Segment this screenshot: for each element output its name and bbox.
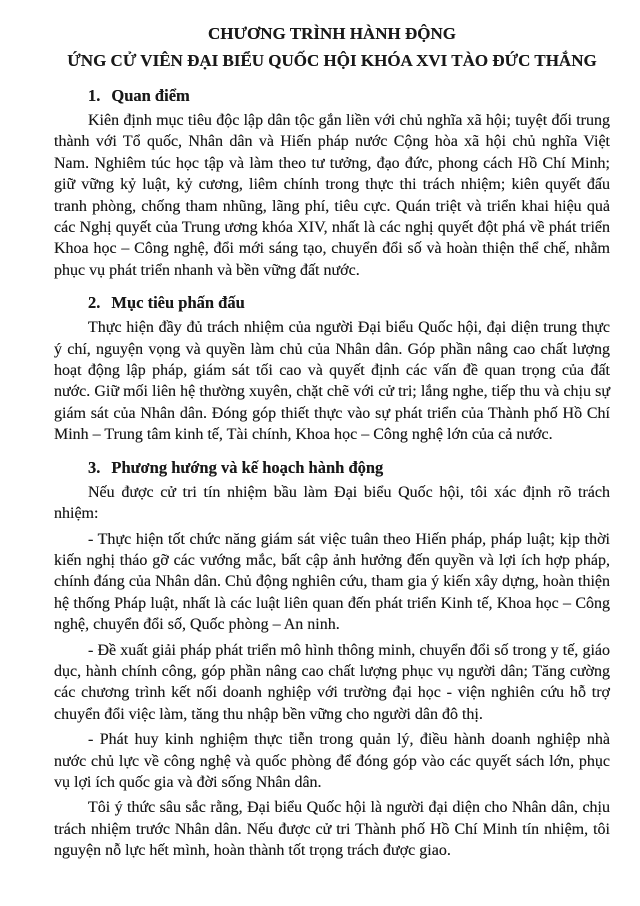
section-number: 2. [88, 293, 101, 313]
section-heading [54, 85, 610, 106]
paragraph: - Phát huy kinh nghiệm thực tiễn trong quản lý, điều hành doanh nghiệp nhà nước chủ lực về công nghệ và quốc phòng để đóng góp vào các quyết sách lớn, phục vụ lợi ích quốc gia và đời sống Nhân dân. [54, 731, 610, 791]
document-title-line-1: CHƯƠNG TRÌNH HÀNH ĐỘNG [208, 24, 456, 43]
paragraph: Thực hiện đầy đủ trách nhiệm của người Đại biểu Quốc hội, đại diện trung thực ý chí, nguyện vọng và quyền làm chủ của Nhân dân. Góp phần nâng cao chất lượng hoạt động lập pháp, giám sát tối cao và quyết định các vấn đề quan trọng của đất nước. Giữ mối liên hệ thường xuyên, chặt chẽ với cử tri; lắng nghe, tiếp thu và chịu sự giám sát của Nhân dân. Đóng góp thiết thực vào sự phát triển của Thành phố Hồ Chí Minh – Trung tâm kinh tế, Tài chính, Khoa học – Công nghệ lớn của cả nước. [54, 319, 610, 444]
section-title: Phương hướng và kế hoạch hành động [111, 457, 384, 477]
document-title-line-2: ỨNG CỬ VIÊN ĐẠI BIỂU QUỐC HỘI KHÓA XVI TÀO ĐỨC THẮNG [67, 51, 597, 70]
paragraph: Kiên định mục tiêu độc lập dân tộc gắn liền với chủ nghĩa xã hội; tuyệt đối trung thành với Tổ quốc, Nhân dân và Hiến pháp nước Cộng hòa xã hội chủ nghĩa Việt Nam. Nghiêm túc học tập và làm theo tư tưởng, đạo đức, phong cách Hồ Chí Minh; giữ vững kỷ luật, kỷ cương, liêm chính trong thực thi trách nhiệm; kiên quyết đấu tranh phòng, chống tham nhũng, lãng phí, tiêu cực. Quán triệt và triển khai hiệu quả các Nghị quyết của Trung ương khóa XIV, nhất là các nghị quyết đột phá về phát triển Khoa học – Công nghệ, đổi mới sáng tạo, chuyển đổi số và hoàn thiện thể chế, nhằm phục vụ phát triển nhanh và bền vững đất nước. [54, 112, 610, 279]
paragraph: - Đề xuất giải pháp phát triển mô hình thông minh, chuyển đổi số trong y tế, giáo dục, hành chính công, góp phần nâng cao chất lượng phục vụ người dân; Tăng cường các chương trình kết nối doanh nghiệp với trường đại học - viện nghiên cứu hỗ trợ chuyển đổi việc làm, tăng thu nhập bền vững cho người dân đô thị. [54, 641, 610, 723]
section-number: 3. [88, 457, 101, 477]
section-heading [54, 457, 610, 478]
section-heading [54, 292, 610, 313]
section-title: Mục tiêu phấn đấu [111, 293, 245, 313]
paragraph: Nếu được cử tri tín nhiệm bầu làm Đại biểu Quốc hội, tôi xác định rõ trách nhiệm: [54, 483, 610, 523]
paragraph: - Thực hiện tốt chức năng giám sát việc tuân theo Hiến pháp, pháp luật; kịp thời kiến nghị tháo gỡ các vướng mắc, bất cập ảnh hưởng đến quyền và lợi ích hợp pháp, chính đáng của Nhân dân. Chủ động nghiên cứu, tham gia ý kiến xây dựng, hoàn thiện hệ thống Pháp luật, nhất là các luật liên quan đến phát triển Kinh tế, Khoa học – Công nghệ, chuyển đổi số, Quốc phòng – An ninh. [54, 530, 610, 634]
section-title: Quan điểm [111, 86, 190, 105]
document-header [54, 20, 610, 74]
paragraph: Tôi ý thức sâu sắc rằng, Đại biểu Quốc hội là người đại diện cho Nhân dân, chịu trách nhiệm trước Nhân dân. Nếu được cử tri Thành phố Hồ Chí Minh tín nhiệm, tôi nguyện nỗ lực hết mình, hoàn thành tốt trọng trách được giao. [54, 799, 610, 860]
section-number: 1. [88, 86, 101, 105]
document-sections [54, 85, 610, 862]
